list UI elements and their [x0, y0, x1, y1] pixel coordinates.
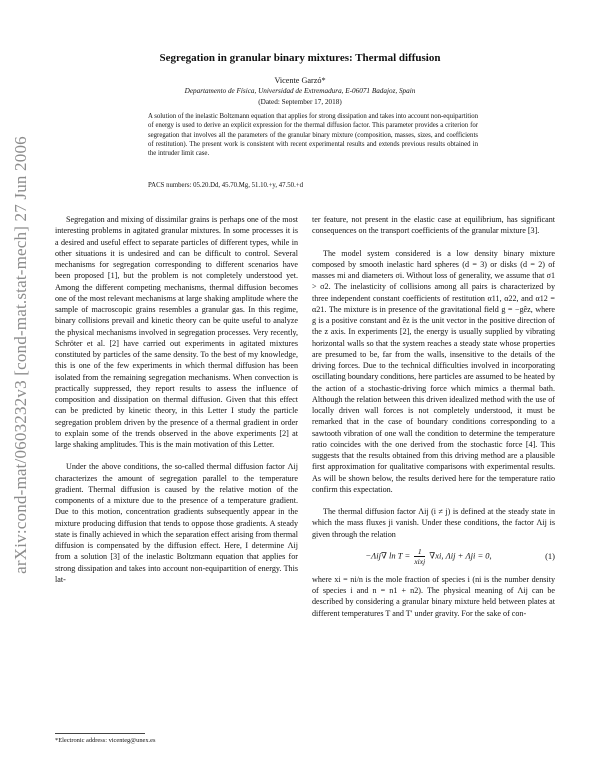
- paragraph: The model system considered is a low density binary mixture composed by smooth inelastic hard spheres (d = 3) or disks (d = 2) of masses mi and diameters σi. Without loss of generality, we assume that σ1 > σ2. The inelasticity of collisions among all pairs is characterized by three independent constant coefficients of restitution α11, α22, and α12 = α21. The mixture is in presence of the gravitational field g = −gêz, where g is a positive constant and êz is the unit vector in the positive direction of the z axis. In experiments [2], the energy is usually supplied by vibrating horizontal walls so that the system reaches a steady state whose properties are presumed to be, far from the walls, insensitive to the details of the driving forces. Due to the technical difficulties involved in incorporating oscillating boundary conditions, here particles are assumed to be heated by the action of a stochastic-driving force which mimics a thermal bath. Although the relation between this driven idealized method with the use of locally driven wall forces is not completely understood, it must be remarked that in the case of boundary conditions corresponding to a sawtooth vibration of one wall the condition to determine the temperature ratio coincides with the one derived from the stochastic force [4]. This suggests that the results obtained from this driving method are a plausible first approximation for qualitative comparisons with experimental results. As will be shown below, the results derived here for the temperature ratio confirm this expectation.: [312, 248, 555, 494]
- author-line: Vicente Garzó*: [274, 76, 326, 85]
- arxiv-identifier: arXiv:cond-mat/0603232v3 [cond-mat.stat-mech] 27 Jun 2006: [11, 136, 30, 574]
- pacs-numbers: PACS numbers: 05.20.Dd, 45.70.Mg, 51.10.+y, 47.50.+d: [148, 182, 304, 189]
- fraction-numerator: 1: [414, 547, 425, 557]
- arxiv-sidebar: [3, 120, 39, 590]
- affiliation: Departamento de Física, Universidad de Extremadura, E-06071 Badajoz, Spain: [184, 87, 416, 95]
- paragraph: The thermal diffusion factor Λij (i ≠ j) is defined at the steady state in which the mass fluxes ji vanish. Under these conditions, the factor Λij is given through the relation: [312, 507, 555, 539]
- equation-fraction: [414, 547, 425, 566]
- abstract: A solution of the inelastic Boltzmann equation that applies for strong dissipation and takes into account non-equipartition of energy is used to derive an explicit expression for the thermal diffusion factor. This parameter provides a criterion for segregation that involves all the parameters of the granular binary mixture (composition, masses, sizes, and coefficients of restitution). The present work is consistent with recent experimental results and extends previous results obtained in the intruder limit case.: [148, 113, 478, 158]
- equation-rhs: ∇xi, Λij + Λji = 0,: [429, 550, 492, 561]
- fraction-denominator: xixj: [414, 557, 426, 567]
- equation-number: (1): [545, 551, 555, 562]
- paragraph: ter feature, not present in the elastic case at equilibrium, has significant consequences on the transport coefficients of the granular mixture [3].: [312, 215, 555, 236]
- footnote: *Electronic address: vicenteg@unex.es: [55, 737, 156, 744]
- date-line: (Dated: September 17, 2018): [258, 98, 342, 106]
- footnote-rule: [55, 733, 145, 734]
- paragraph: where xi = ni/n is the mole fraction of species i (ni is the number density of species i and n = n1 + n2). The physical meaning of Λij can be described by considering a granular binary mixture held between plates at different temperatures T and T′ under gravity. For the sake of con-: [312, 574, 555, 618]
- right-column: [312, 214, 555, 619]
- left-column: [55, 214, 298, 585]
- paragraph: Under the above conditions, the so-called thermal diffusion factor Λij characterizes the amount of segregation parallel to the temperature gradient. Thermal diffusion is caused by the relative motion of the components of a mixture due to the presence of a temperature gradient. Due to this motion, concentration gradients subsequently appear in the mixture producing diffusion that tends to oppose those gradients. A steady state is finally achieved in which the separation effect arising from thermal diffusion is compensated by the diffusion effect. Here, I determine Λij from a solution [3] of the inelastic Boltzmann equation that applies for strong dissipation and takes into account non-equipartition of energy. This lat-: [55, 462, 298, 584]
- equation-lhs: −Λij∇ ln T =: [365, 550, 411, 561]
- paper-title: Segregation in granular binary mixtures: Thermal diffusion: [159, 52, 441, 64]
- paragraph: Segregation and mixing of dissimilar grains is perhaps one of the most interesting problems in agitated granular mixtures. In some processes it is a desired and useful effect to separate particles of different types, while in other situations it is undesired and can be difficult to control. Several mechanisms for segregation corresponding to different scenarios have been proposed [1], but the problem is not completely understood yet. Among the different competing mechanisms, thermal diffusion becomes one of the most relevant mechanisms at large shaking amplitude where the sample of macroscopic grains resembles a granular gas. In this regime, binary collisions prevail and kinetic theory can be quite useful to analyze the physical mechanisms involved in segregation processes. Very recently, Schröter et al. [2] have carried out experiments in agitated mixtures constituted by particles of the same density. To the best of my knowledge, this is one of the few experiments in which thermal diffusion has been isolated from the remaining segregation mechanisms. When convection is practically suppressed, they report results to assess the influence of composition and dissipation on thermal diffusion. Given that this effect can be predicted by kinetic theory, in this Letter I study the particle segregation problem driven by the presence of a thermal gradient in order to explain some of the trends observed in the above experiments [2] at large shaking amplitudes. This is the main motivation of this Letter.: [55, 215, 298, 449]
- equation-1: [312, 546, 555, 568]
